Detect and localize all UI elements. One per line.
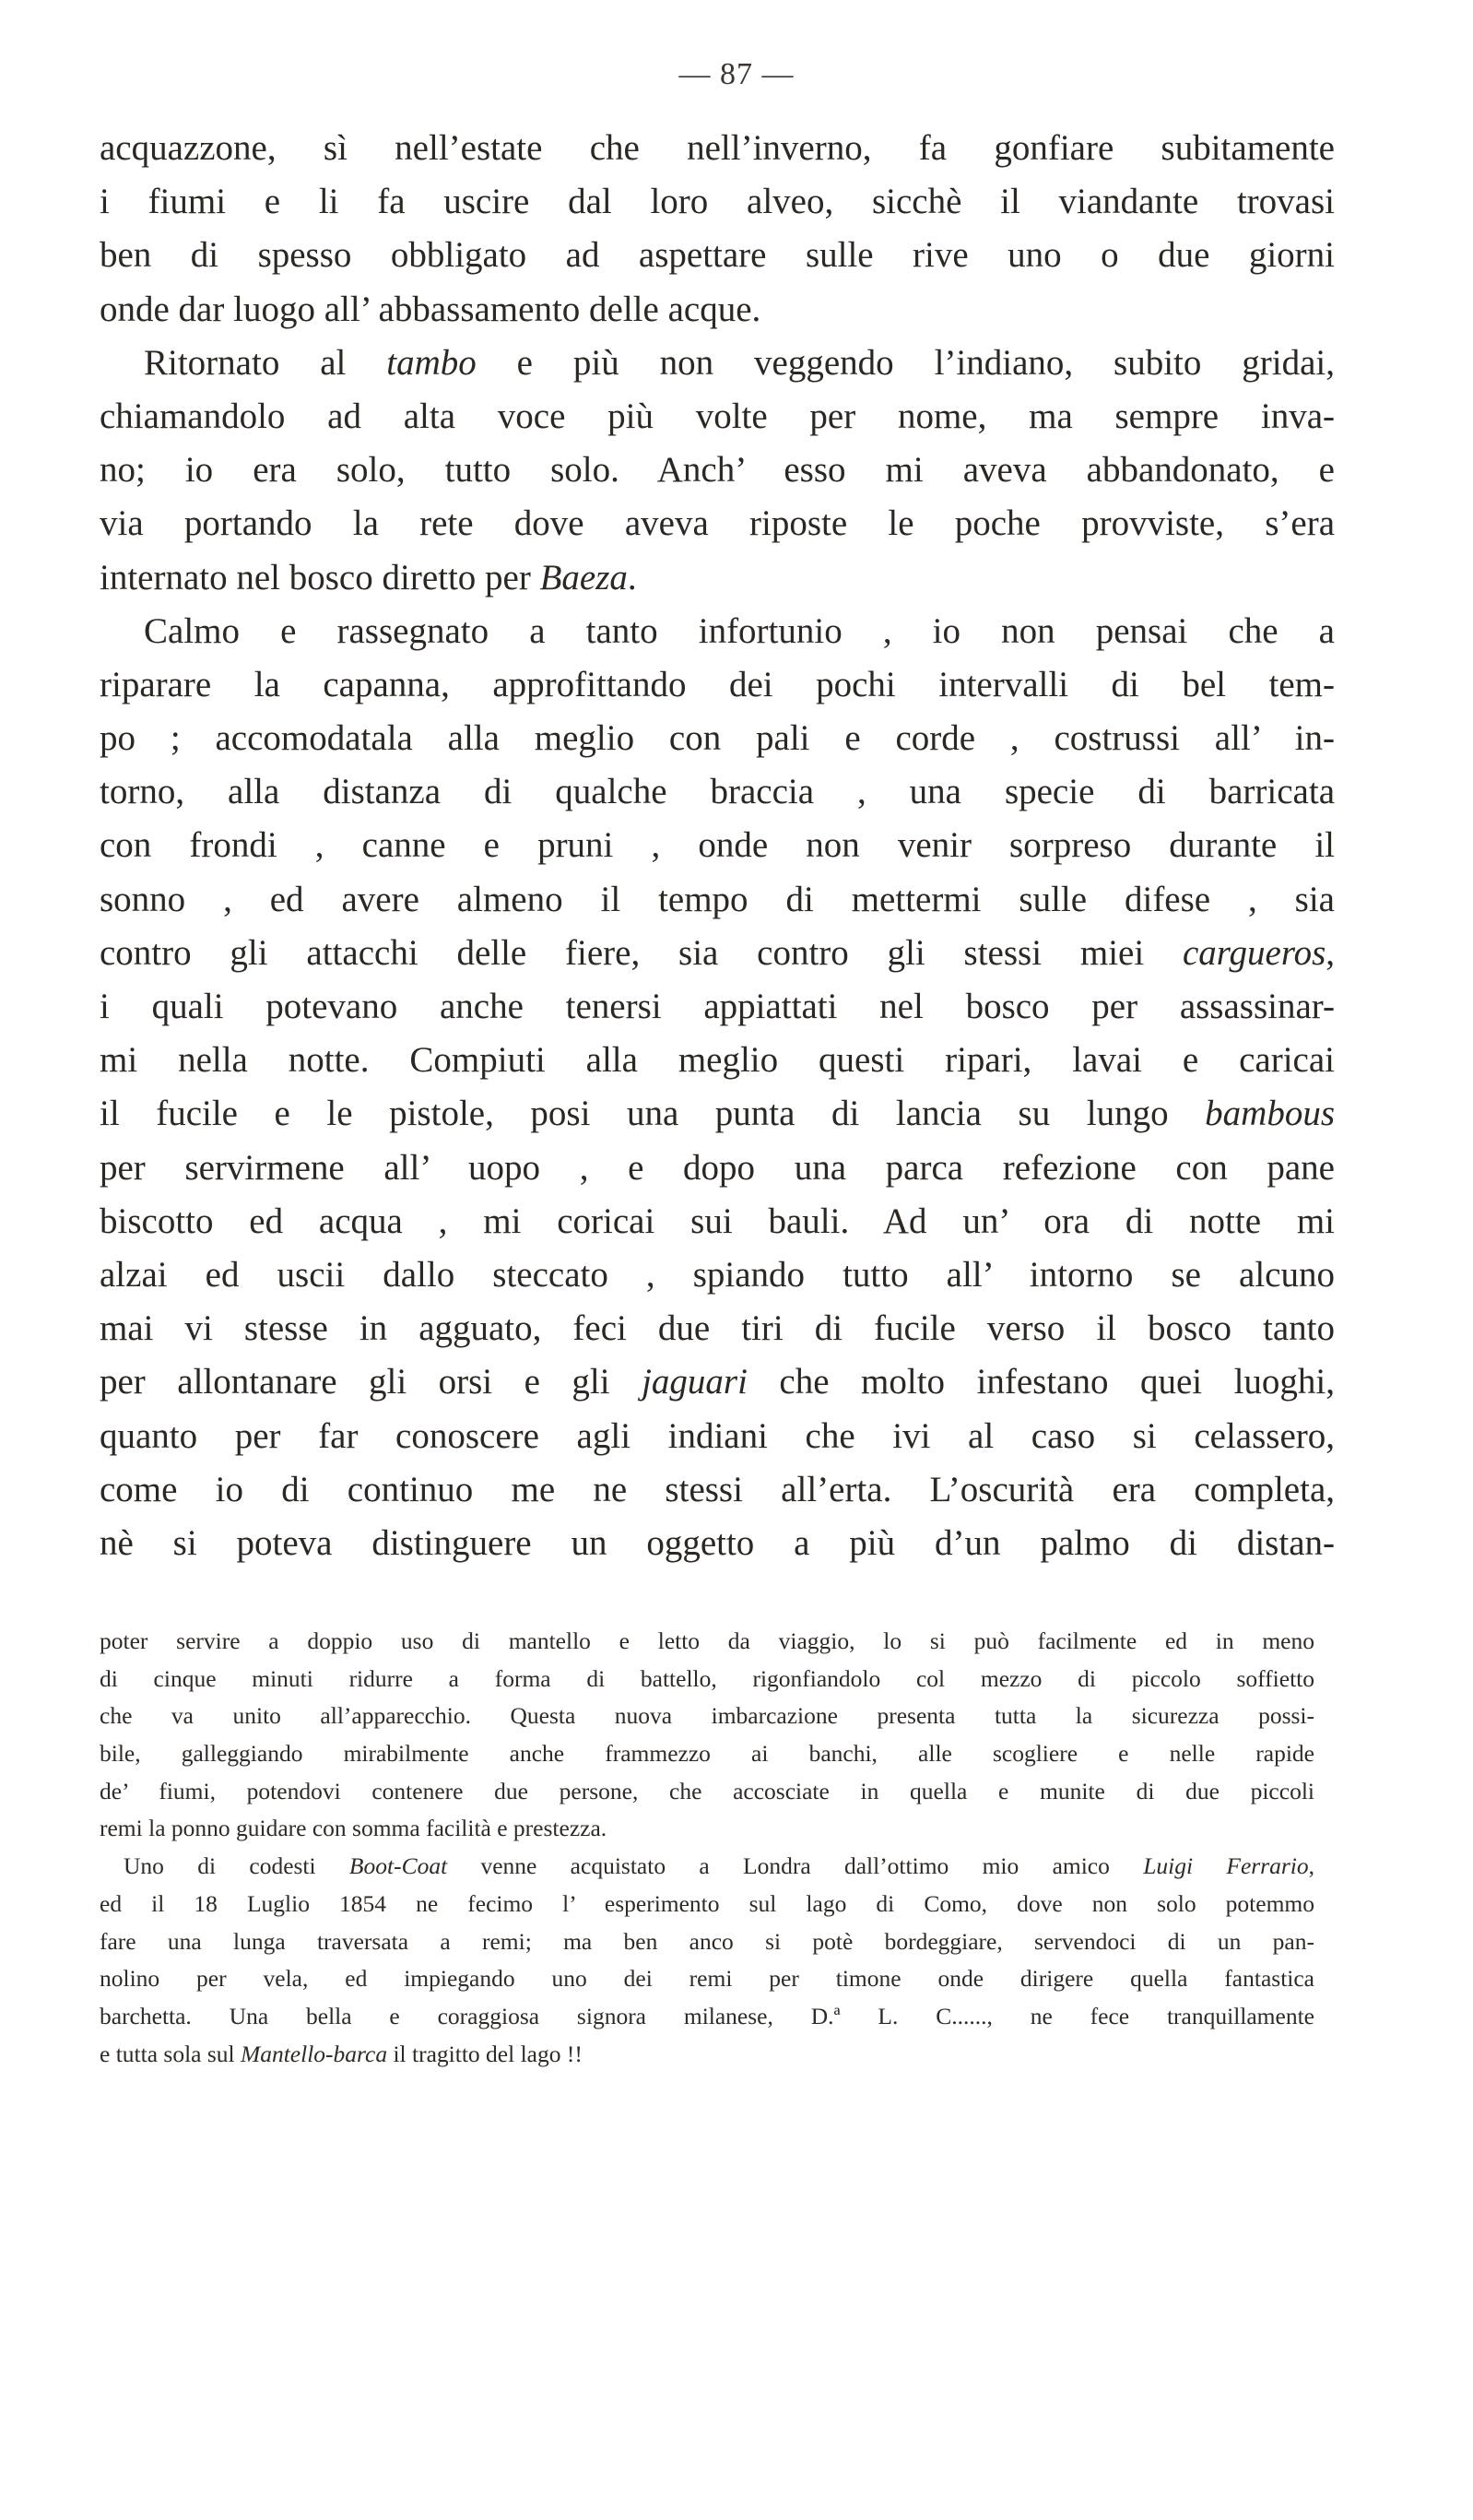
text-line: [100, 658, 1335, 712]
text-segment: onde dar luogo all’ abbassamento delle acque.: [100, 289, 761, 329]
text-line: [100, 1517, 1335, 1570]
text-segment: come io di continuo me ne stessi all’erta. L’oscurità era completa,: [100, 1469, 1335, 1509]
text-segment: ben di spesso obbligato ad aspettare sulle rive uno o due giorni: [100, 235, 1335, 276]
text-segment: ,: [1308, 1852, 1314, 1880]
italic-term: tambo: [386, 342, 477, 383]
text-segment: via portando la rete dove aveva riposte le poche provviste, s’era: [100, 503, 1335, 544]
text-segment: ed il 18 Luglio 1854 ne fecimo l’ esperimento sul lago di Como, dove non solo potemmo: [100, 1889, 1314, 1917]
text-line: [100, 337, 1335, 390]
text-segment: biscotto ed acqua , mi coricai sui bauli. Ad un’ ora di notte mi: [100, 1201, 1335, 1241]
footnote-line: [100, 1810, 1314, 1848]
text-line: [100, 444, 1335, 497]
text-segment: e più non veggendo l’indiano, subito gridai,: [476, 342, 1335, 383]
text-line: [100, 390, 1335, 444]
text-line: [100, 765, 1335, 819]
text-line: [100, 122, 1335, 175]
italic-term: Baeza: [539, 557, 628, 597]
text-line: [100, 1410, 1335, 1463]
text-segment: ,: [1326, 932, 1335, 973]
text-segment: internato nel bosco diretto per: [100, 557, 540, 597]
footnote-line: [100, 1773, 1314, 1811]
footnote-line: [100, 1886, 1314, 1923]
text-line: [100, 1302, 1335, 1355]
footnote: [100, 1623, 1314, 2073]
italic-term: Boot-Coat: [348, 1852, 448, 1880]
text-segment: barchetta. Una bella e coraggiosa signora milanese, D.ª L. C......, ne fece tranquillamente: [100, 2002, 1314, 2029]
text-line: [100, 1195, 1335, 1248]
text-segment: poter servire a doppio uso di mantello e letto da viaggio, lo si può facilmente ed in meno: [100, 1627, 1314, 1654]
text-segment: .: [627, 557, 637, 597]
text-segment: de’ fiumi, potendovi contenere due persone, che accosciate in quella e munite di due piccoli: [100, 1777, 1314, 1804]
text-line: [100, 712, 1335, 765]
text-segment: mai vi stesse in agguato, feci due tiri di fucile verso il bosco tanto: [100, 1308, 1335, 1349]
footnote-line: [100, 1998, 1314, 2036]
text-segment: venne acquistato a Londra dall’ottimo mio amico: [447, 1852, 1144, 1880]
text-line: [100, 1355, 1335, 1409]
text-segment: Ritornato al: [144, 342, 387, 383]
text-segment: i quali potevano anche tenersi appiattati nel bosco per assassinar-: [100, 987, 1335, 1026]
text-segment: fare una lunga traversata a remi; ma ben anco si potè bordeggiare, servendoci di un pan-: [100, 1927, 1314, 1955]
italic-term: Luigi Ferrario: [1143, 1852, 1309, 1880]
text-line: [100, 229, 1335, 282]
text-segment: no; io era solo, tutto solo. Anch’ esso mi aveva abbandonato, e: [100, 450, 1335, 491]
text-segment: e tutta sola sul: [100, 2040, 241, 2067]
text-segment: contro gli attacchi delle fiere, sia contro gli stessi miei: [100, 932, 1183, 973]
text-line: [100, 819, 1335, 872]
text-segment: Calmo e rassegnato a tanto infortunio , io non pensai che a: [144, 610, 1335, 651]
text-segment: che molto infestano quei luoghi,: [747, 1362, 1335, 1402]
text-line: [100, 873, 1335, 927]
italic-term: cargueros: [1182, 932, 1326, 973]
text-segment: nolino per vela, ed impiegando uno dei remi per timone onde dirigere quella fantastica: [100, 1965, 1314, 1993]
text-segment: sonno , ed avere almeno il tempo di mettermi sulle difese , sia: [100, 879, 1335, 919]
footnote-line: [100, 2036, 1314, 2074]
text-segment: i fiumi e li fa uscire dal loro alveo, sicchè il viandante trovasi: [100, 182, 1335, 222]
text-line: [100, 980, 1335, 1034]
text-segment: remi la ponno guidare con somma facilità e prestezza.: [100, 1815, 607, 1842]
italic-term: bambous: [1205, 1094, 1335, 1134]
text-segment: il tragitto del lago !!: [387, 2040, 583, 2067]
footnote-line: [100, 1735, 1314, 1773]
text-segment: chiamandolo ad alta voce più volte per nome, ma sempre inva-: [100, 396, 1335, 436]
text-line: [100, 927, 1335, 980]
text-line: [100, 605, 1335, 658]
text-segment: torno, alla distanza di qualche braccia , una specie di barricata: [100, 772, 1335, 812]
footnote-line: [100, 1848, 1314, 1886]
page-number: — 87 —: [678, 57, 795, 91]
text-line: [100, 1248, 1335, 1302]
text-line: [100, 551, 1335, 605]
italic-term: Mantello-barca: [240, 2040, 388, 2067]
footnote-line: [100, 1698, 1314, 1735]
text-segment: riparare la capanna, approfittando dei pochi intervalli di bel tem-: [100, 664, 1335, 704]
text-line: [100, 1463, 1335, 1517]
text-segment: per servirmene all’ uopo , e dopo una parca refezione con pane: [100, 1147, 1335, 1188]
italic-term: jaguari: [642, 1362, 748, 1402]
text-segment: acquazzone, sì nell’estate che nell’inverno, fa gonfiare subitamente: [100, 128, 1335, 168]
text-segment: di cinque minuti ridurre a forma di battello, rigonfiandolo col mezzo di piccolo soffietto: [100, 1664, 1314, 1692]
text-segment: bile, galleggiando mirabilmente anche frammezzo ai banchi, alle scogliere e nelle rapide: [100, 1740, 1314, 1768]
text-line: [100, 1087, 1335, 1141]
footnote-line: [100, 1623, 1314, 1661]
text-line: [100, 1034, 1335, 1087]
text-line: [100, 175, 1335, 229]
text-line: [100, 283, 1335, 337]
footnote-line: [100, 1661, 1314, 1698]
text-segment: per allontanare gli orsi e gli: [100, 1362, 642, 1402]
main-text: [100, 122, 1335, 1570]
footnote-line: [100, 1960, 1314, 1998]
text-segment: po ; accomodatala alla meglio con pali e corde , costrussi all’ in-: [100, 718, 1335, 759]
text-segment: che va unito all’apparecchio. Questa nuova imbarcazione presenta tutta la sicurezza possi-: [100, 1702, 1314, 1730]
text-line: [100, 1142, 1335, 1195]
text-segment: Uno di codesti: [124, 1852, 349, 1880]
text-segment: con frondi , canne e pruni , onde non venir sorpreso durante il: [100, 825, 1335, 866]
text-line: [100, 497, 1335, 550]
text-segment: il fucile e le pistole, posi una punta di lancia su lungo: [100, 1094, 1206, 1134]
text-segment: alzai ed uscii dallo steccato , spiando tutto all’ intorno se alcuno: [100, 1254, 1335, 1295]
text-segment: nè si poteva distinguere un oggetto a più d’un palmo di distan-: [100, 1522, 1335, 1563]
text-segment: mi nella notte. Compiuti alla meglio questi ripari, lavai e caricai: [100, 1040, 1335, 1081]
text-segment: quanto per far conoscere agli indiani che ivi al caso si celassero,: [100, 1415, 1335, 1456]
footnote-line: [100, 1923, 1314, 1961]
